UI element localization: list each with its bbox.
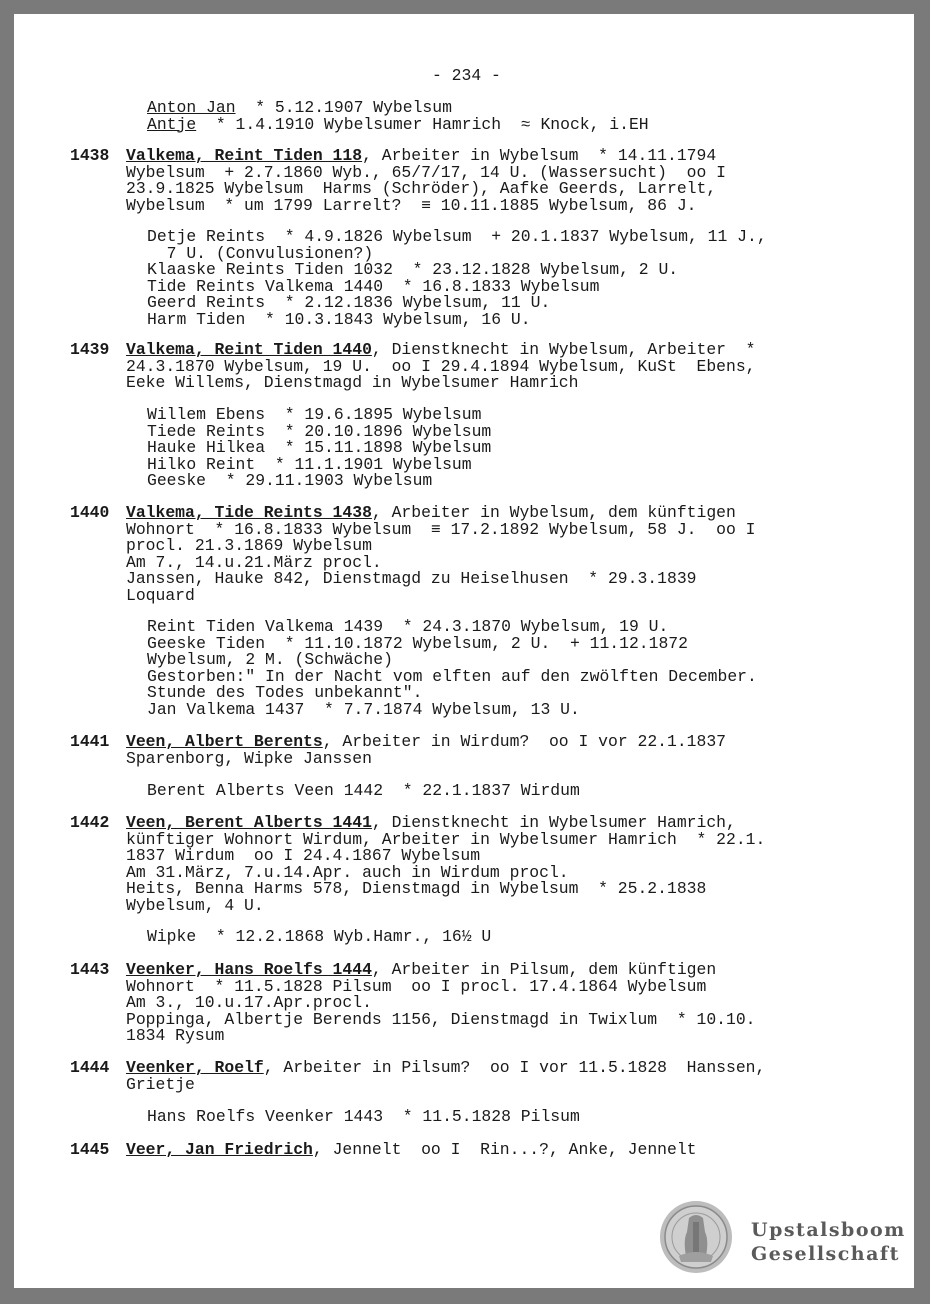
entry-number: 1438: [70, 146, 110, 165]
entry-number: 1444: [70, 1058, 110, 1077]
society-seal-icon: [659, 1200, 733, 1274]
child-list: Detje Reints * 4.9.1826 Wybelsum + 20.1.1837 Wybelsum, 11 J., 7 U. (Convulusionen?) Klaaske Reints Tiden 1032 * 23.12.1828 Wybelsum, 2 U. Tide Reints Valkema 1440 * 16.8.1833 Wybelsum Geerd Reints * 2.12.1836 Wybelsum, 11 U. Harm Tiden * 10.3.1843 Wybelsum, 16 U.: [147, 227, 767, 329]
entry-number: 1439: [70, 340, 110, 359]
entry-text: Veenker, Roelf, Arbeiter in Pilsum? oo I vor 11.5.1828 Hanssen, Grietje: [126, 1058, 766, 1094]
entry-text: Veen, Albert Berents, Arbeiter in Wirdum? oo I vor 22.1.1837 Sparenborg, Wipke Janssen: [126, 732, 727, 768]
entry-number: 1440: [70, 503, 110, 522]
entry-text: Veenker, Hans Roelfs 1444, Arbeiter in Pilsum, dem künftigen Wohnort * 11.5.1828 Pilsum oo I procl. 17.4.1864 Wybelsum Am 3., 10.u.17.Apr.procl. Poppinga, Albertje Berends 1156, Dienstmagd in Twixlum * 10.10. 1834 Rysum: [126, 960, 756, 1046]
entry-text: Valkema, Tide Reints 1438, Arbeiter in Wybelsum, dem künftigen Wohnort * 16.8.1833 Wybelsum ≡ 17.2.1892 Wybelsum, 58 J. oo I procl. 21.3.1869 Wybelsum Am 7., 14.u.21.März procl. Janssen, Hauke 842, Dienstmagd zu Heiselhusen * 29.3.1839 Loquard: [126, 503, 756, 605]
child-list: Reint Tiden Valkema 1439 * 24.3.1870 Wybelsum, 19 U. Geeske Tiden * 11.10.1872 Wybelsum, 2 U. + 11.12.1872 Wybelsum, 2 M. (Schwäche) Gestorben:" In der Nacht vom elften auf den zwölften December. Stunde des Todes unbekannt". Jan Valkema 1437 * 7.7.1874 Wybelsum, 13 U.: [147, 617, 757, 719]
document-page: [14, 14, 914, 1288]
child-list: Anton Jan * 5.12.1907 Wybelsum Antje * 1.4.1910 Wybelsumer Hamrich ≈ Knock, i.EH: [147, 98, 649, 134]
entry-text: Veer, Jan Friedrich, Jennelt oo I Rin...?, Anke, Jennelt: [126, 1140, 697, 1159]
entry-number: 1442: [70, 813, 110, 832]
child-list: Hans Roelfs Veenker 1443 * 11.5.1828 Pilsum: [147, 1107, 580, 1126]
entry-text: Valkema, Reint Tiden 1440, Dienstknecht in Wybelsum, Arbeiter * 24.3.1870 Wybelsum, 19 U. oo I 29.4.1894 Wybelsum, KuSt Ebens, Eeke Willems, Dienstmagd in Wybelsumer Hamrich: [126, 340, 756, 393]
society-name: Upstalsboom Gesellschaft: [751, 1219, 906, 1265]
child-list: Willem Ebens * 19.6.1895 Wybelsum Tiede Reints * 20.10.1896 Wybelsum Hauke Hilkea * 15.11.1898 Wybelsum Hilko Reint * 11.1.1901 Wybelsum Geeske * 29.11.1903 Wybelsum: [147, 405, 492, 491]
entry-text: Veen, Berent Alberts 1441, Dienstknecht in Wybelsumer Hamrich, künftiger Wohnort Wirdum, Arbeiter in Wybelsumer Hamrich * 22.1. 1837 Wirdum oo I 24.4.1867 Wybelsum Am 31.März, 7.u.14.Apr. auch in Wirdum procl. Heits, Benna Harms 578, Dienstmagd in Wybelsum * 25.2.1838 Wybelsum, 4 U.: [126, 813, 766, 915]
child-list: Berent Alberts Veen 1442 * 22.1.1837 Wirdum: [147, 781, 580, 800]
entry-text: Valkema, Reint Tiden 118, Arbeiter in Wybelsum * 14.11.1794 Wybelsum + 2.7.1860 Wyb., 65/7/17, 14 U. (Wassersucht) oo I 23.9.1825 Wybelsum Harms (Schröder), Aafke Geerds, Larrelt, Wybelsum * um 1799 Larrelt? ≡ 10.11.1885 Wybelsum, 86 J.: [126, 146, 726, 215]
entry-number: 1441: [70, 732, 110, 751]
child-list: Wipke * 12.2.1868 Wyb.Hamr., 16½ U: [147, 927, 492, 946]
entry-number: 1445: [70, 1140, 110, 1159]
page-number: - 234 -: [432, 66, 501, 85]
entry-number: 1443: [70, 960, 110, 979]
